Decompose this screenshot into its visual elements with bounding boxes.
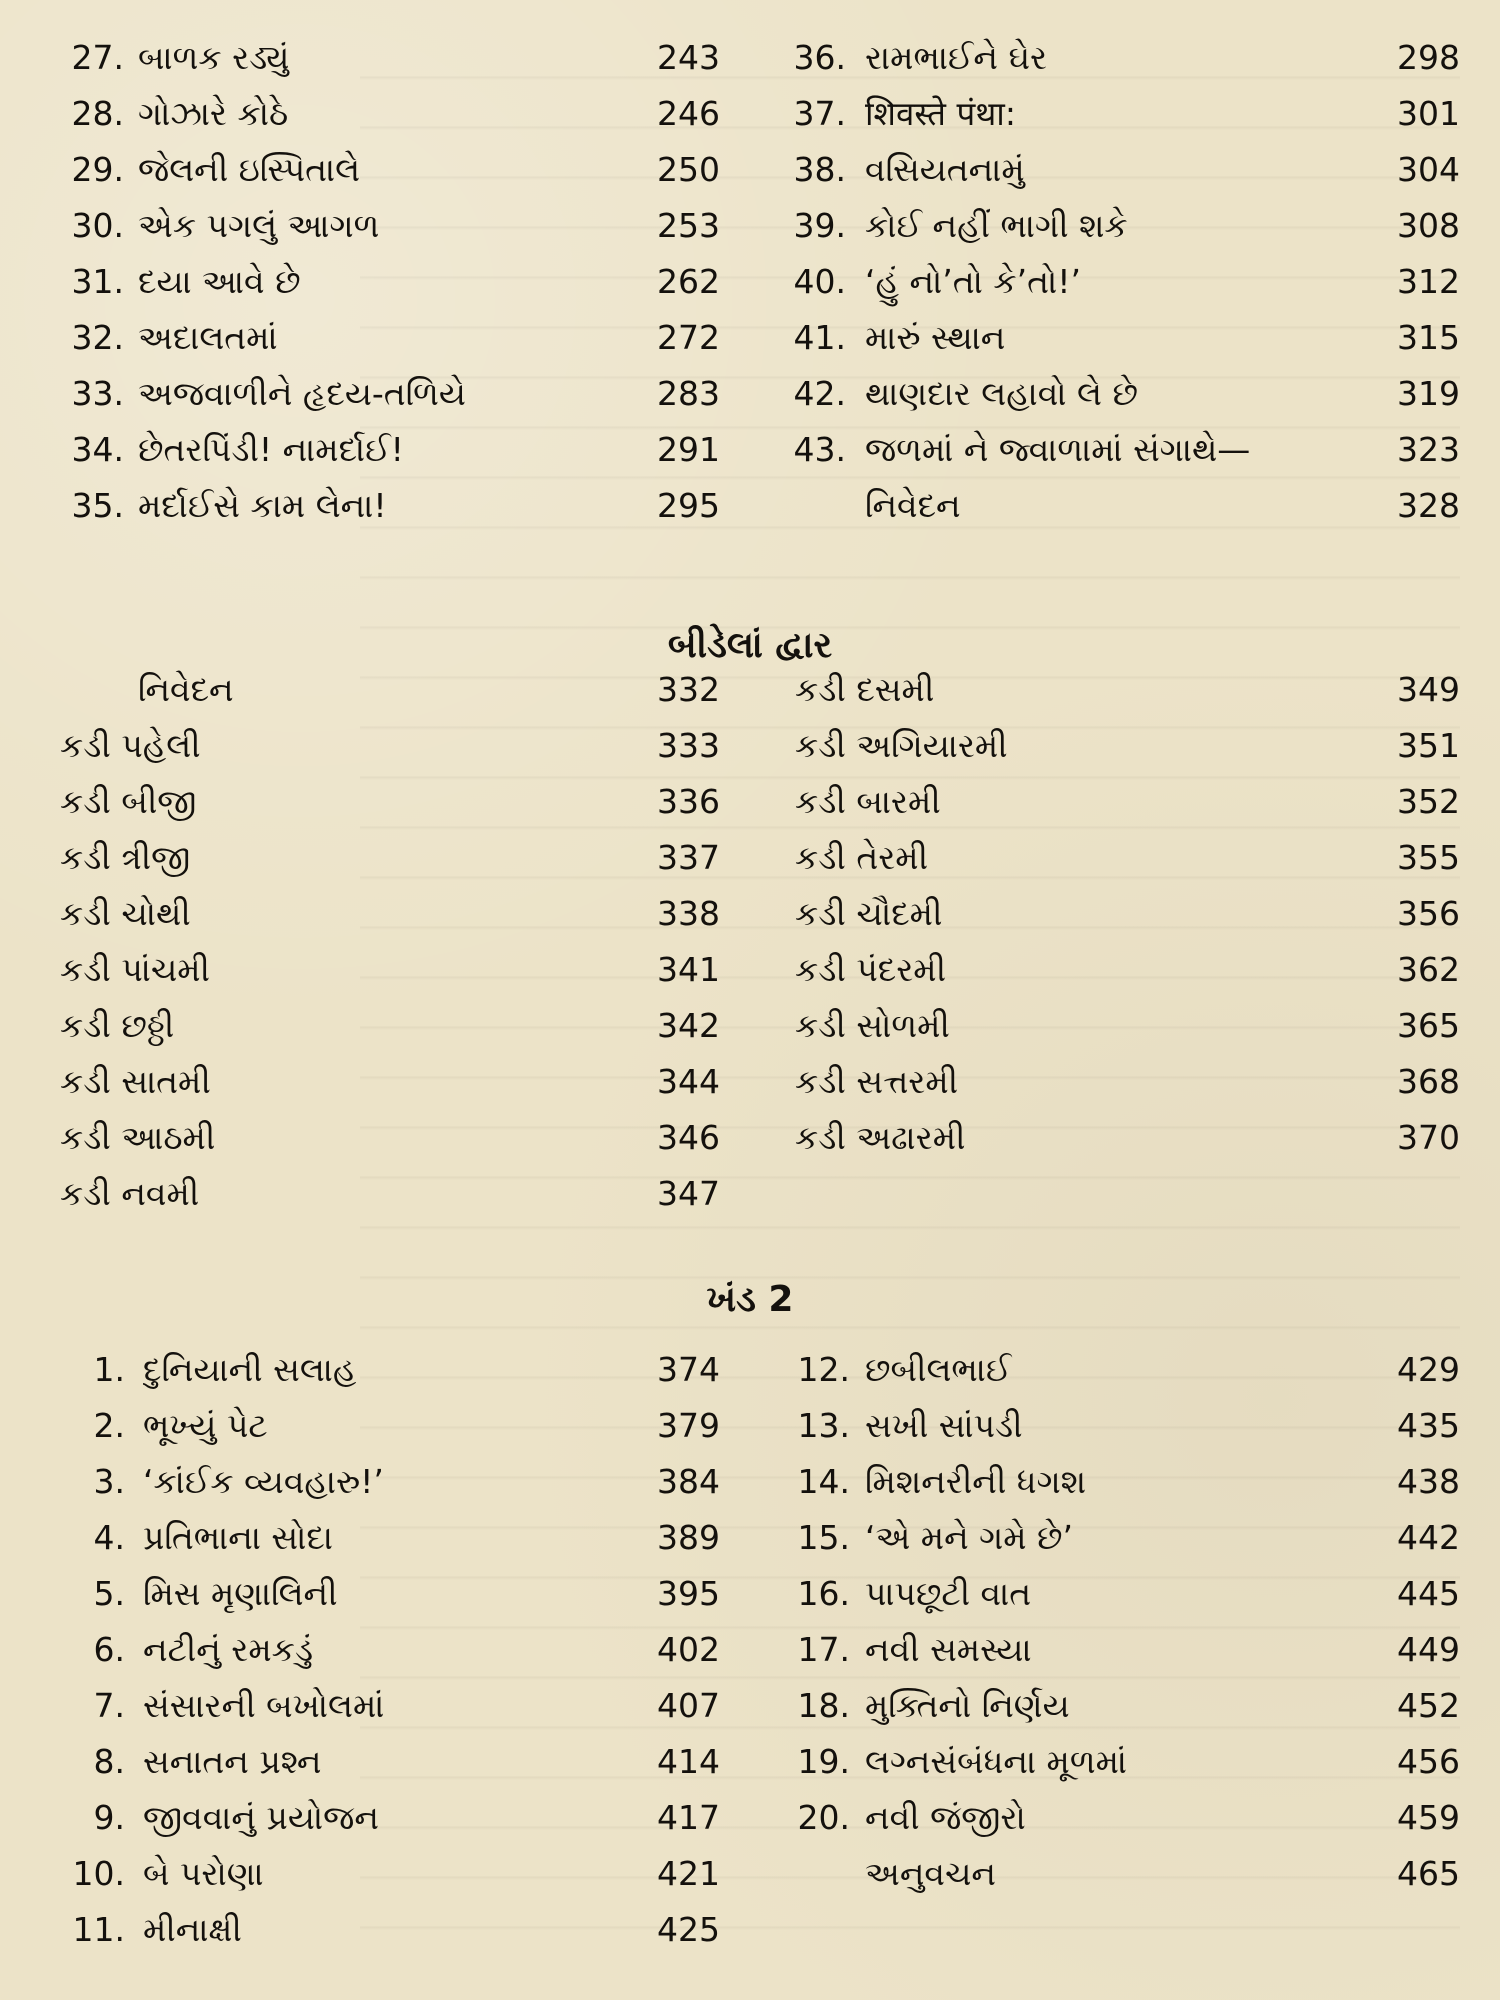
entry-title: સનાતન પ્રશ્ન	[143, 1742, 322, 1781]
entry-page-number: 379	[657, 1406, 720, 1445]
entry-number: 30.	[71, 206, 124, 245]
entry-page-number: 449	[1397, 1630, 1460, 1669]
entry-page-number: 407	[657, 1686, 720, 1725]
entry-page-number: 341	[657, 950, 720, 989]
entry-title: દુનિયાની સલાહ	[143, 1350, 357, 1389]
entry-title: કડી પંદરમી	[795, 950, 947, 989]
entry-title: ‘હું નો’તો કે’તો!’	[865, 262, 1082, 301]
entry-title: જળમાં ને જ્વાળામાં સંગાથે—	[865, 430, 1251, 469]
entry-page-number: 452	[1397, 1686, 1460, 1725]
entry-title: કડી સાતમી	[60, 1062, 211, 1101]
entry-title: વસિયતનામું	[865, 150, 1025, 189]
entry-title: કડી ત્રીજી	[60, 838, 191, 877]
entry-title: રામભાઈને ઘેર	[865, 38, 1048, 77]
entry-number: 38.	[793, 150, 846, 189]
entry-page-number: 438	[1397, 1462, 1460, 1501]
entry-title: મર્દાઈસે કામ લેના!	[138, 486, 387, 525]
entry-page-number: 347	[657, 1174, 720, 1213]
entry-number: 4.	[93, 1518, 125, 1557]
entry-number: 27.	[71, 38, 124, 77]
entry-number: 7.	[93, 1686, 125, 1725]
entry-title: કડી ચૌદમી	[795, 894, 943, 933]
entry-title: કડી નવમી	[60, 1174, 200, 1213]
entry-page-number: 319	[1397, 374, 1460, 413]
entry-number: 42.	[793, 374, 846, 413]
entry-title: કડી બારમી	[795, 782, 941, 821]
entry-page-number: 442	[1397, 1518, 1460, 1557]
entry-number: 39.	[793, 206, 846, 245]
entry-title: છેતરપિંડી! નામર્દાઈ!	[138, 430, 404, 469]
entry-number: 14.	[797, 1462, 850, 1501]
entry-page-number: 384	[657, 1462, 720, 1501]
entry-page-number: 333	[657, 726, 720, 765]
entry-number: 9.	[93, 1798, 125, 1837]
entry-page-number: 301	[1397, 94, 1460, 133]
entry-page-number: 315	[1397, 318, 1460, 357]
entry-title: કડી આઠમી	[60, 1118, 216, 1157]
entry-title: કડી દસમી	[795, 670, 935, 709]
entry-title: છબીલભાઈ	[865, 1350, 1012, 1389]
entry-title: ગોઝારે કોઠે	[138, 94, 289, 133]
entry-number: 32.	[71, 318, 124, 357]
entry-title: દયા આવે છે	[138, 262, 301, 301]
entry-page-number: 465	[1397, 1854, 1460, 1893]
entry-page-number: 421	[657, 1854, 720, 1893]
entry-page-number: 445	[1397, 1574, 1460, 1613]
entry-page-number: 283	[657, 374, 720, 413]
entry-title: એક પગલું આગળ	[138, 206, 380, 245]
entry-page-number: 368	[1397, 1062, 1460, 1101]
entry-title: નિવેદન	[138, 670, 234, 709]
entry-title: નવી જંજીરો	[865, 1798, 1026, 1837]
entry-number: 41.	[793, 318, 846, 357]
entry-number: 6.	[93, 1630, 125, 1669]
entry-number: 5.	[93, 1574, 125, 1613]
entry-number: 12.	[797, 1350, 850, 1389]
entry-title: કડી સત્તરમી	[795, 1062, 959, 1101]
entry-title: અનુવચન	[865, 1854, 996, 1893]
entry-title: અજવાળીને હૃદય-તળિયે	[138, 374, 466, 413]
entry-title: થાણદાર લહાવો લે છે	[865, 374, 1138, 413]
entry-page-number: 365	[1397, 1006, 1460, 1045]
entry-title: કડી અઢારમી	[795, 1118, 966, 1157]
entry-title: બાળક રડ્યું	[138, 38, 290, 77]
entry-number: 18.	[797, 1686, 850, 1725]
entry-number: 3.	[93, 1462, 125, 1501]
entry-page-number: 395	[657, 1574, 720, 1613]
section-heading: બીડેલાં દ્વાર	[667, 625, 833, 666]
entry-page-number: 246	[657, 94, 720, 133]
entry-page-number: 425	[657, 1910, 720, 1949]
entry-title: પ્રતિભાના સોદા	[143, 1518, 333, 1557]
entry-number: 16.	[797, 1574, 850, 1613]
entry-page-number: 308	[1397, 206, 1460, 245]
entry-page-number: 429	[1397, 1350, 1460, 1389]
entry-number: 15.	[797, 1518, 850, 1557]
entry-title: મિશનરીની ધગશ	[865, 1462, 1087, 1501]
entry-page-number: 337	[657, 838, 720, 877]
entry-title: મારું સ્થાન	[865, 318, 1006, 357]
entry-number: 8.	[93, 1742, 125, 1781]
entry-page-number: 346	[657, 1118, 720, 1157]
entry-page-number: 355	[1397, 838, 1460, 877]
entry-number: 1.	[93, 1350, 125, 1389]
entry-number: 31.	[71, 262, 124, 301]
entry-title: જીવવાનું પ્રયોજન	[143, 1798, 379, 1837]
entry-number: 19.	[797, 1742, 850, 1781]
entry-title: અદાલતમાં	[138, 318, 278, 357]
entry-page-number: 250	[657, 150, 720, 189]
entry-page-number: 295	[657, 486, 720, 525]
entry-page-number: 312	[1397, 262, 1460, 301]
entry-page-number: 389	[657, 1518, 720, 1557]
entry-title: કોઈ નહીં ભાગી શકે	[865, 206, 1128, 245]
entry-page-number: 349	[1397, 670, 1460, 709]
entry-title: નિવેદન	[865, 486, 961, 525]
entry-number: 34.	[71, 430, 124, 469]
entry-page-number: 291	[657, 430, 720, 469]
entry-page-number: 374	[657, 1350, 720, 1389]
entry-page-number: 435	[1397, 1406, 1460, 1445]
entry-number: 29.	[71, 150, 124, 189]
entry-title: ભૂખ્યું પેટ	[143, 1406, 268, 1445]
entry-title: મીનાક્ષી	[143, 1910, 242, 1949]
entry-number: 37.	[793, 94, 846, 133]
entry-page-number: 323	[1397, 430, 1460, 469]
entry-page-number: 253	[657, 206, 720, 245]
entry-page-number: 362	[1397, 950, 1460, 989]
entry-page-number: 356	[1397, 894, 1460, 933]
entry-number: 2.	[93, 1406, 125, 1445]
entry-title: કડી પાંચમી	[60, 950, 210, 989]
entry-title: ‘એ મને ગમે છે’	[865, 1518, 1074, 1557]
entry-page-number: 351	[1397, 726, 1460, 765]
entry-number: 43.	[793, 430, 846, 469]
entry-title: નટીનું રમકડું	[143, 1630, 314, 1669]
entry-number: 10.	[72, 1854, 125, 1893]
entry-number: 20.	[797, 1798, 850, 1837]
entry-title: લગ્નસંબંધના મૂળમાં	[865, 1742, 1127, 1781]
entry-number: 11.	[72, 1910, 125, 1949]
section-heading: ખંડ 2	[706, 1279, 794, 1320]
entry-title: शिवस्ते पंथा:	[865, 94, 1016, 133]
entry-title: બે પરોણા	[143, 1854, 264, 1893]
entry-title: ‘કાંઈક વ્યવહારુ!’	[143, 1462, 384, 1501]
entry-title: કડી પહેલી	[60, 726, 201, 765]
entry-title: મુક્તિનો નિર્ણય	[865, 1686, 1070, 1725]
entry-page-number: 370	[1397, 1118, 1460, 1157]
entry-title: કડી બીજી	[60, 782, 197, 821]
entry-page-number: 332	[657, 670, 720, 709]
entry-title: કડી ચોથી	[60, 894, 191, 933]
entry-number: 40.	[793, 262, 846, 301]
entry-page-number: 456	[1397, 1742, 1460, 1781]
entry-title: કડી તેરમી	[795, 838, 929, 877]
entry-page-number: 304	[1397, 150, 1460, 189]
entry-page-number: 414	[657, 1742, 720, 1781]
entry-number: 28.	[71, 94, 124, 133]
entry-page-number: 417	[657, 1798, 720, 1837]
entry-title: નવી સમસ્યા	[865, 1630, 1032, 1669]
entry-page-number: 352	[1397, 782, 1460, 821]
entry-page-number: 328	[1397, 486, 1460, 525]
entry-page-number: 262	[657, 262, 720, 301]
entry-title: સખી સાંપડી	[865, 1406, 1023, 1445]
entry-number: 13.	[797, 1406, 850, 1445]
entry-title: કડી સોળમી	[795, 1006, 950, 1045]
entry-page-number: 243	[657, 38, 720, 77]
entry-title: કડી અગિયારમી	[795, 726, 1008, 765]
entry-number: 35.	[71, 486, 124, 525]
entry-page-number: 336	[657, 782, 720, 821]
entry-page-number: 459	[1397, 1798, 1460, 1837]
entry-title: સંસારની બખોલમાં	[143, 1686, 385, 1725]
entry-page-number: 338	[657, 894, 720, 933]
entry-title: કડી છઠ્ઠી	[60, 1006, 175, 1045]
entry-page-number: 402	[657, 1630, 720, 1669]
entry-number: 33.	[71, 374, 124, 413]
entry-page-number: 342	[657, 1006, 720, 1045]
entry-number: 36.	[793, 38, 846, 77]
entry-title: જેલની ઇસ્પિતાલે	[138, 150, 361, 189]
entry-page-number: 298	[1397, 38, 1460, 77]
entry-title: પાપછૂટી વાત	[865, 1574, 1032, 1613]
entry-number: 17.	[797, 1630, 850, 1669]
entry-page-number: 272	[657, 318, 720, 357]
entry-title: મિસ મૃણાલિની	[143, 1574, 338, 1613]
entry-page-number: 344	[657, 1062, 720, 1101]
